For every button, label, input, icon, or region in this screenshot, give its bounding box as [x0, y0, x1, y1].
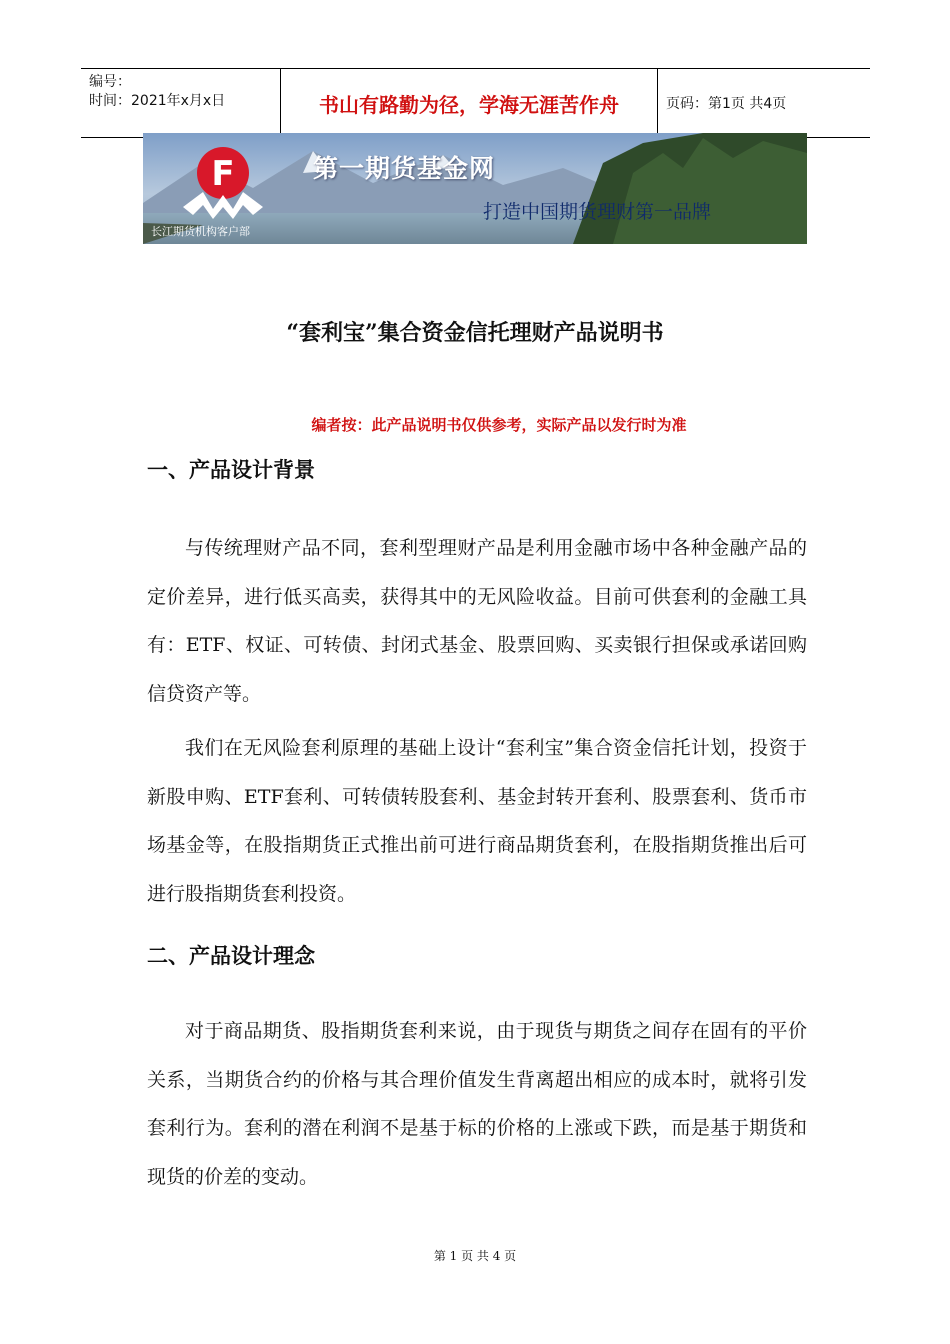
banner-slogan: 打造中国期货理财第一品牌 — [483, 201, 712, 223]
header-motto: 书山有路勤为径，学海无涯苦作舟 — [281, 69, 658, 137]
banner-department: 长江期货机构客户部 — [151, 225, 250, 238]
page-footer: 第 1 页 共 4 页 — [433, 1249, 517, 1263]
header-meta — [81, 69, 281, 137]
section-heading-1: 一、产品设计背景 — [147, 457, 315, 482]
editor-note: 编者按：此产品说明书仅供参考，实际产品以发行时为准 — [311, 416, 687, 434]
time-label: 时间：2021年x月x日 — [89, 93, 226, 109]
banner-title: 第一期货基金网 — [313, 154, 496, 183]
page-header — [81, 68, 870, 138]
section-1-paragraph-2: 我们在无风险套利原理的基础上设计“套利宝”集合资金信托计划，投资于新股申购、ETF套利、可转债转股套利、基金封转开套利、股票套利、货币市场基金等，在股指期货正式推出前可进行商品期货套利，在股指期货推出后可进行股指期货套利投资。 — [147, 737, 807, 905]
company-logo — [163, 137, 283, 237]
document-title: “套利宝”集合资金信托理财产品说明书 — [286, 320, 664, 346]
section-1-paragraph-1: 与传统理财产品不同，套利型理财产品是利用金融市场中各种金融产品的定价差异，进行低买高卖，获得其中的无风险收益。目前可供套利的金融工具有：ETF、权证、可转债、封闭式基金、股票回购、买卖银行担保或承诺回购信贷资产等。 — [147, 537, 807, 705]
section-2-paragraph-1: 对于商品期货、股指期货套利来说，由于现货与期货之间存在固有的平价关系，当期货合约的价格与其合理价值发生背离超出相应的成本时，就将引发套利行为。套利的潜在利润不是基于标的价格的上涨或下跌，而是基于期货和现货的价差的变动。 — [147, 1020, 807, 1188]
logo-letter: F — [211, 154, 235, 194]
section-heading-2: 二、产品设计理念 — [147, 943, 315, 968]
banner-image — [143, 133, 807, 244]
number-label: 编号： — [89, 74, 131, 90]
header-page-info: 页码：第1页 共4页 — [666, 96, 787, 112]
